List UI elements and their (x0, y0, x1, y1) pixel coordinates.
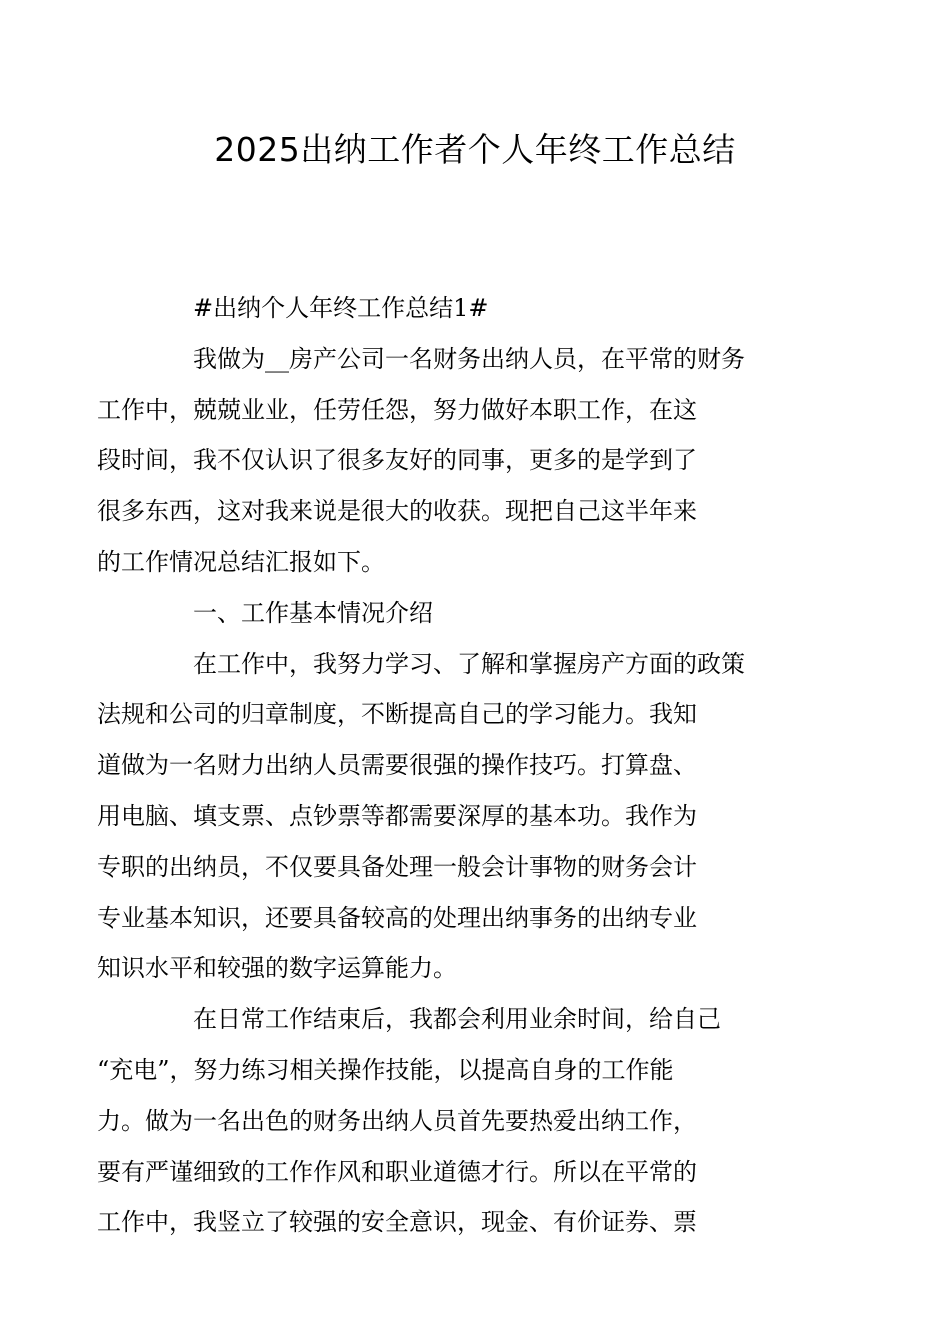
paragraph-line: 我做为__房产公司一名财务出纳人员，在平常的财务 (193, 344, 745, 373)
paragraph-line: 在日常工作结束后，我都会利用业余时间，给自己 (193, 1005, 721, 1034)
paragraph-line: 力。做为一名出色的财务出纳人员首先要热爱出纳工作， (97, 1106, 697, 1135)
paragraph-line: 道做为一名财力出纳人员需要很强的操作技巧。打算盘、 (97, 751, 697, 780)
paragraph-line: 法规和公司的归章制度，不断提高自己的学习能力。我知 (97, 700, 697, 729)
paragraph-line: 一、工作基本情况介绍 (193, 598, 433, 627)
paragraph-line: 用电脑、填支票、点钞票等都需要深厚的基本功。我作为 (97, 801, 697, 830)
paragraph-line: 知识水平和较强的数字运算能力。 (97, 954, 457, 983)
paragraph-line: 专业基本知识，还要具备较高的处理出纳事务的出纳专业 (97, 903, 697, 932)
paragraph-self-improvement (97, 994, 807, 1248)
paragraph-line: 的工作情况总结汇报如下。 (97, 547, 385, 576)
paragraph-line: 工作中，我竖立了较强的安全意识，现金、有价证券、票 (97, 1208, 697, 1237)
subheading (145, 588, 807, 639)
paragraph-line: 工作中，兢兢业业，任劳任怨，努力做好本职工作，在这 (97, 395, 697, 424)
paragraph-line: 专职的出纳员，不仅要具备处理一般会计事物的财务会计 (97, 852, 697, 881)
section-heading: #出纳个人年终工作总结1# (193, 294, 489, 322)
document-body (97, 283, 807, 1248)
paragraph-intro (97, 334, 807, 588)
document-title: 2025出纳工作者个人年终工作总结 (214, 130, 736, 169)
paragraph-line: “充电”，努力练习相关操作技能，以提高自身的工作能 (97, 1055, 674, 1084)
paragraph-line: 很多东西，这对我来说是很大的收获。现把自己这半年来 (97, 497, 697, 526)
paragraph-line: 段时间，我不仅认识了很多友好的同事，更多的是学到了 (97, 446, 697, 475)
paragraph-line: 要有严谨细致的工作作风和职业道德才行。所以在平常的 (97, 1157, 697, 1186)
paragraph-work-learning (97, 639, 807, 995)
paragraph-line: 在工作中，我努力学习、了解和掌握房产方面的政策 (193, 649, 745, 678)
